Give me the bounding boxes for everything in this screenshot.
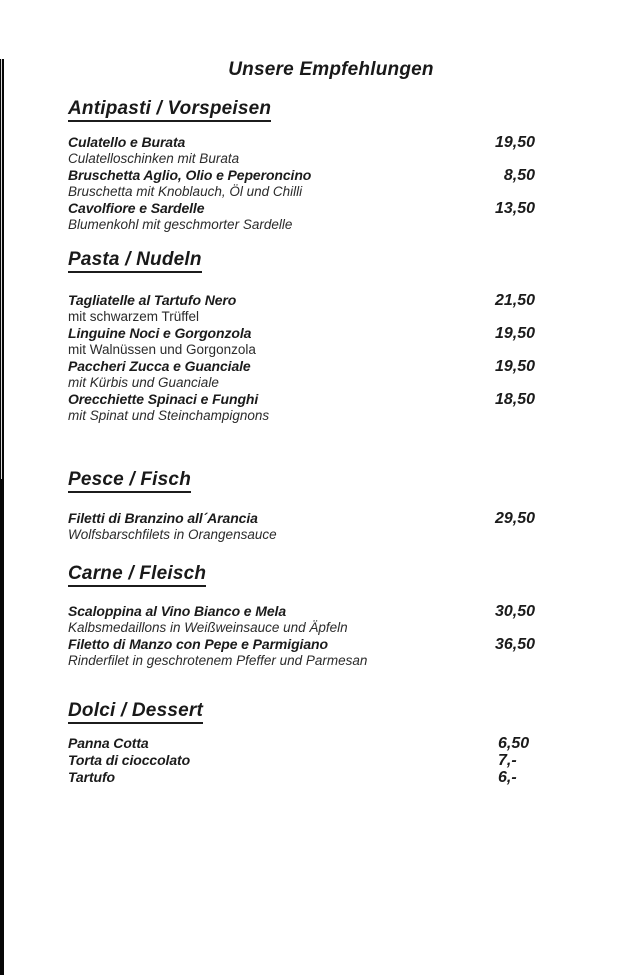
section-heading-dolci: Dolci / Dessert [68,700,203,724]
menu-item-description: mit Spinat und Steinchampignons [68,408,270,423]
menu-item-name: Tagliatelle al Tartufo Nero [68,292,237,308]
menu-section-dolci [68,700,535,786]
menu-item-row [68,200,535,217]
section-heading-pesce: Pesce / Fisch [68,469,191,493]
menu-item-name: Filetti di Branzino all´Arancia [68,510,258,526]
menu-item-name: Torta di cioccolato [68,752,191,768]
scan-edge-hairline [1,59,2,479]
menu-item-price: 21,50 [494,292,535,309]
menu-item-price: 19,50 [494,134,535,151]
menu-item-name: Orecchiette Spinaci e Funghi [68,391,259,407]
menu-item-name: Filetto di Manzo con Pepe e Parmigiano [68,636,328,652]
page-title: Unsere Empfehlungen [228,59,434,80]
scan-left-edge-bar [0,59,4,975]
menu-item-row [68,292,535,309]
menu-item-name: Tartufo [68,769,115,785]
menu-item-row [68,167,535,184]
section-heading-pasta: Pasta / Nudeln [68,249,202,273]
section-items [68,510,535,543]
menu-item-name: Panna Cotta [68,735,149,751]
menu-item-row [68,603,535,620]
menu-item-price: 29,50 [494,510,535,527]
menu-item-price: 6,- [498,769,517,786]
menu-item-row [68,769,535,786]
menu-item-price: 18,50 [494,391,535,408]
section-items [68,603,535,669]
menu-item-row [68,752,535,769]
menu-item-price: 19,50 [494,358,535,375]
section-heading-carne: Carne / Fleisch [68,563,206,587]
menu-item-row [68,325,535,342]
menu-item-row [68,134,535,151]
menu-item-description: Kalbsmedaillons in Weißweinsauce und Äpfeln [68,620,348,635]
menu-item-price: 13,50 [494,200,535,217]
menu-section-pesce [68,469,535,543]
menu-item-description: Wolfsbarschfilets in Orangensauce [68,527,277,542]
menu-item-price: 36,50 [494,636,535,653]
menu-item-price: 30,50 [494,603,535,620]
menu-item-description: Culatelloschinken mit Burata [68,151,240,166]
menu-item-name: Cavolfiore e Sardelle [68,200,205,216]
menu-item-price: 8,50 [503,167,535,184]
menu-item-description: mit Walnüssen und Gorgonzola [68,342,256,357]
menu-item-row [68,735,535,752]
menu-item-row [68,636,535,653]
menu-item-row [68,358,535,375]
menu-item-price: 7,- [498,752,517,769]
section-items [68,735,535,786]
menu-item-description: mit schwarzem Trüffel [68,309,200,324]
menu-item-description: Bruschetta mit Knoblauch, Öl und Chilli [68,184,303,199]
menu-item-row [68,391,535,408]
menu-item-name: Paccheri Zucca e Guanciale [68,358,251,374]
menu-content [0,98,640,786]
menu-item-name: Bruschetta Aglio, Olio e Peperoncino [68,167,312,183]
menu-section-pasta [68,249,535,424]
menu-section-antipasti [68,98,535,233]
section-heading-antipasti: Antipasti / Vorspeisen [68,98,271,122]
section-items [68,292,535,424]
section-items [68,134,535,233]
menu-item-price: 19,50 [494,325,535,342]
menu-item-name: Culatello e Burata [68,134,186,150]
menu-section-carne [68,563,535,669]
menu-item-row [68,510,535,527]
menu-item-description: mit Kürbis und Guanciale [68,375,219,390]
menu-item-name: Linguine Noci e Gorgonzola [68,325,252,341]
menu-item-description: Rinderfilet in geschrotenem Pfeffer und Parmesan [68,653,368,668]
menu-item-description: Blumenkohl mit geschmorter Sardelle [68,217,293,232]
menu-item-price: 6,50 [498,735,530,752]
menu-item-name: Scaloppina al Vino Bianco e Mela [68,603,287,619]
